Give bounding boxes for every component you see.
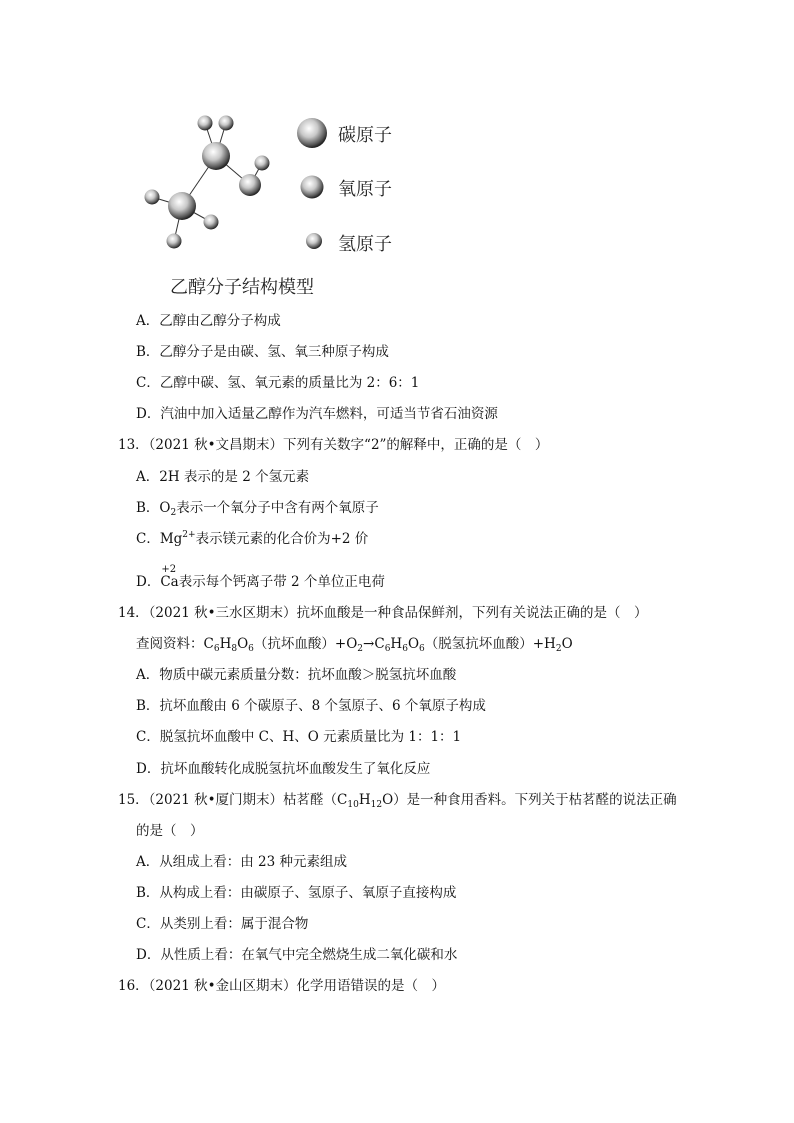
q13-stem: 13．（2021 秋•文昌期末）下列有关数字“2”的解释中，正确的是（ ）: [118, 437, 549, 453]
ethanol-model-figure: [130, 105, 410, 300]
q14-reference-equation: 查阅资料：$C_6H_8O_6$（抗坏血酸）$+O_2\to C_6H_6O_6$（脱氢抗坏血酸）$+H_2O$: [136, 636, 573, 654]
legend-hydrogen-label: 氢原子: [338, 234, 392, 255]
q14-stem: 14．（2021 秋•三水区期末）抗坏血酸是一种食品保鲜剂，下列有关说法正确的是（ ）: [118, 605, 648, 621]
legend-hydrogen-ball: [306, 233, 322, 249]
hydrogen-atom: [255, 156, 270, 171]
q13-option-b: B．$O_2$表示一个氧分子中含有两个氧原子: [136, 500, 379, 518]
q12-option-b: B．乙醇分子是由碳、氢、氧三种原子构成: [136, 344, 389, 360]
q13-option-a: A．2H 表示的是 2 个氢元素: [136, 469, 310, 485]
q15-stem: 15．（2021 秋•厦门期末）枯茗醛$(C_{10}H_{12}O)$是一种食用香料。下列关于枯茗醛的说法正确: [118, 792, 677, 810]
q16-stem: 16．（2021 秋•金山区期末）化学用语错误的是（ ）: [118, 978, 446, 994]
q12-option-a: A．乙醇由乙醇分子构成: [136, 313, 281, 329]
hydrogen-atom: [219, 116, 234, 131]
valence-mark: +2: [161, 564, 177, 575]
q15-option-a: A．从组成上看：由 23 种元素组成: [136, 854, 348, 870]
q15-option-b: B．从构成上看：由碳原子、氢原子、氧原子直接构成: [136, 885, 457, 901]
q13-option-c: C．$Mg^{2+}$表示镁元素的化合价为+2 价: [136, 530, 369, 547]
hydrogen-atom: [167, 234, 182, 249]
q15-option-c: C．从类别上看：属于混合物: [136, 916, 309, 932]
q13-option-d: D． +2 Ca表示每个钙离子带 2 个单位正电荷: [136, 573, 385, 591]
q14-option-c: C．脱氢抗坏血酸中 C、H、O 元素质量比为 1：1：1: [136, 729, 462, 745]
q14-option-a: A．物质中碳元素质量分数：抗坏血酸＞脱氢抗坏血酸: [136, 667, 457, 683]
q14-option-b: B．抗坏血酸由 6 个碳原子、8 个氢原子、6 个氧原子构成: [136, 698, 486, 714]
hydrogen-atom: [198, 116, 213, 131]
q12-option-d: D．汽油中加入适量乙醇作为汽车燃料，可适当节省石油资源: [136, 406, 498, 422]
legend-carbon-label: 碳原子: [338, 125, 392, 146]
legend-oxygen-ball: [301, 176, 324, 199]
hydrogen-atom: [204, 215, 219, 230]
carbon-atom: [168, 192, 196, 220]
q15-stem-continued: 的是（ ）: [136, 823, 204, 839]
legend-carbon-ball: [297, 118, 327, 148]
oxygen-atom: [239, 174, 261, 196]
q12-option-c: C．乙醇中碳、氢、氧元素的质量比为 2：6：1: [136, 375, 420, 391]
hydrogen-atom: [145, 190, 160, 205]
figure-caption: 乙醇分子结构模型: [170, 277, 314, 298]
carbon-atom: [202, 142, 230, 170]
legend-oxygen-label: 氧原子: [338, 179, 392, 200]
q15-option-d: D．从性质上看：在氧气中完全燃烧生成二氧化碳和水: [136, 947, 458, 963]
q14-option-d: D．抗坏血酸转化成脱氢抗坏血酸发生了氧化反应: [136, 761, 431, 777]
